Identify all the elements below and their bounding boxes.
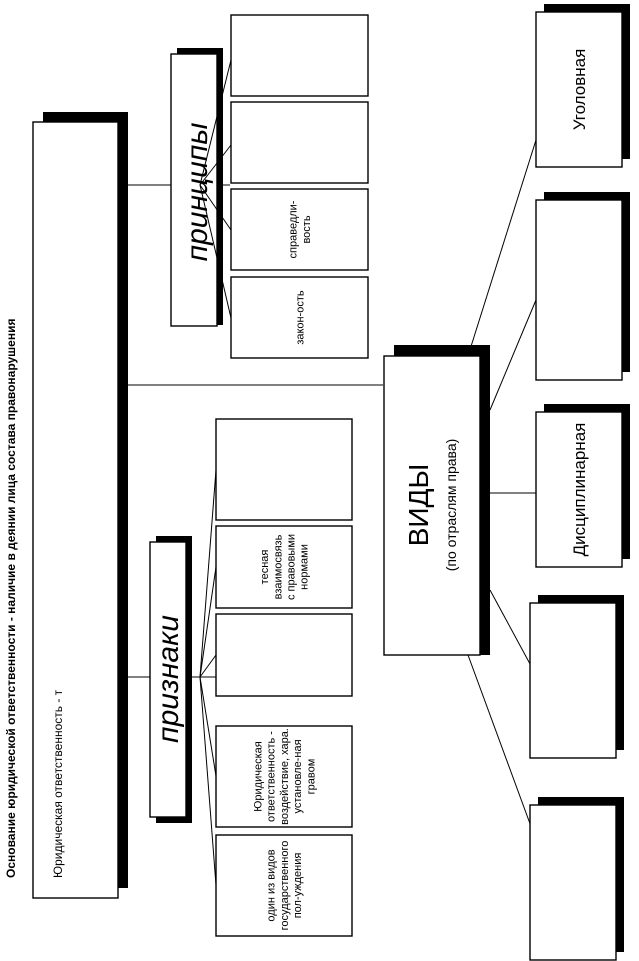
- kind-box-4: [530, 595, 624, 758]
- principle-box-1: [231, 15, 368, 96]
- principle-box-4: [231, 277, 368, 358]
- sign-box-2: [216, 526, 352, 608]
- principle-box-3-text: справедли-вость: [287, 200, 313, 259]
- kinds-label: ВИДЫ: [403, 463, 434, 547]
- main-box-text: Юридическая ответственность - т: [51, 689, 65, 878]
- kind-box-2: [536, 192, 630, 380]
- header-title: Основание юридической ответственности - наличие в деянии лица состава правонарушения: [4, 318, 18, 878]
- sign-box-2-text: теснаявзаимосвязьс правовыминормами: [259, 533, 311, 601]
- sign-box-1: [216, 419, 352, 520]
- sign-box-4-text: Юридическаяответственность -воздействие, хара.установле-наягравом: [252, 728, 318, 825]
- kinds-sublabel: (по отраслям права): [443, 438, 459, 572]
- principles-label-box: [171, 48, 223, 326]
- principle-box-4-text: закон-ость: [294, 290, 307, 345]
- kind-box-3: [536, 404, 630, 567]
- sign-box-3: [216, 614, 352, 696]
- principles-label: принципы: [181, 122, 214, 262]
- kind-box-3-text: Дисциплинарная: [569, 422, 589, 557]
- sign-box-5: [216, 835, 352, 936]
- signs-label-box: [150, 536, 192, 823]
- kinds-label-box: [384, 345, 490, 655]
- sign-box-5-text: один из видовгосударственногопол-уждения: [265, 840, 304, 931]
- sign-box-4: [216, 726, 352, 827]
- principle-box-3: [231, 189, 368, 270]
- kind-box-1: [536, 4, 630, 167]
- kind-box-1-text: Уголовная: [569, 48, 589, 131]
- main-box: [33, 112, 128, 898]
- signs-label: признаки: [152, 615, 185, 743]
- principle-box-2: [231, 102, 368, 183]
- kind-box-5: [530, 797, 624, 960]
